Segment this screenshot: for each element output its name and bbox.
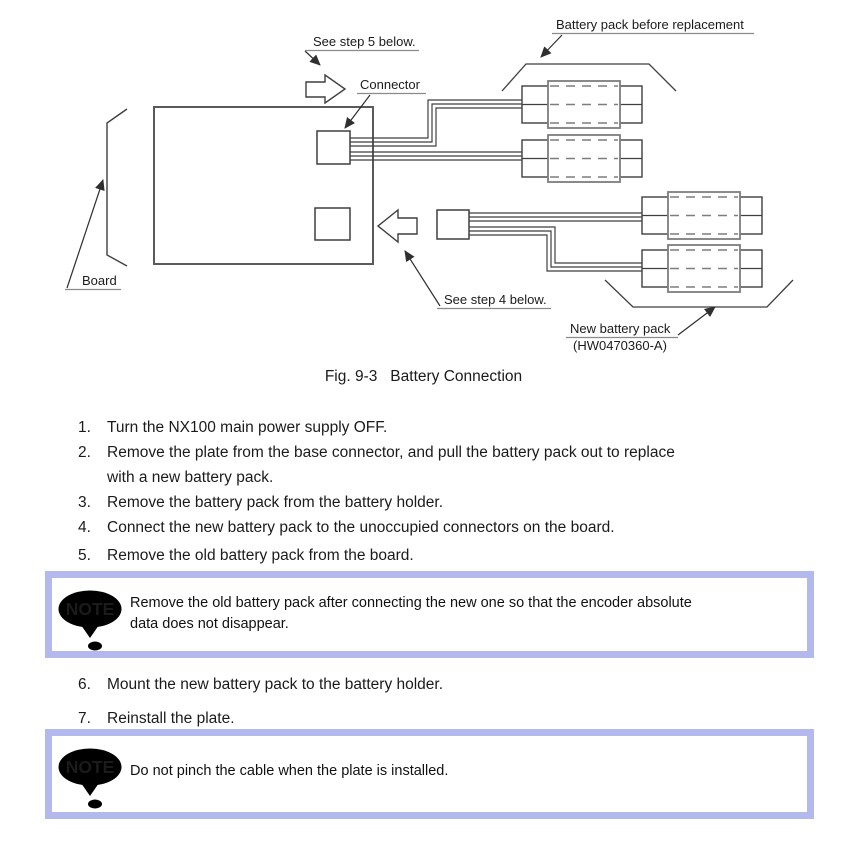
step-text (107, 706, 817, 731)
step-line: Turn the NX100 main power supply OFF. (107, 419, 388, 436)
step-number: 7. (78, 710, 91, 727)
step-text (107, 415, 817, 440)
figure-caption: Fig. 9-3 Battery Connection (324, 368, 523, 385)
label-see-step5: See step 5 below. (313, 34, 416, 49)
step-number: 6. (78, 676, 91, 693)
note-line: Remove the old battery pack after connecting the new one so that the encoder absolute (130, 595, 692, 611)
step-number: 4. (78, 519, 91, 536)
step-text (107, 672, 817, 697)
note-box-encoder (45, 571, 814, 658)
step-line: Remove the plate from the base connector, and pull the battery pack out to replace (107, 444, 675, 461)
block-arrow-right-icon (306, 75, 345, 103)
block-arrow-left-icon (378, 210, 417, 242)
label-connector: Connector (360, 77, 420, 92)
board-bracket (107, 109, 127, 266)
step-number: 1. (78, 419, 91, 436)
note-box-cable (45, 729, 814, 819)
step-line: with a new battery pack. (107, 469, 274, 486)
battery-pack-old-2 (522, 135, 642, 182)
label-new-battery: New battery pack (570, 321, 671, 336)
battery-connection-diagram (0, 0, 847, 362)
note-line: Do not pinch the cable when the plate is installed. (130, 763, 449, 779)
battery-pack-old-1 (522, 81, 642, 128)
board-connector-top (317, 131, 350, 164)
wires-old-pack (350, 100, 522, 160)
step-number: 3. (78, 494, 91, 511)
step-line: Mount the new battery pack to the battery holder. (107, 676, 444, 693)
new-pack-connector (437, 210, 469, 239)
note-bubble-icon (58, 590, 128, 654)
note-line: data does not disappear. (130, 616, 289, 632)
note-text (130, 761, 448, 782)
step-line: Remove the battery pack from the battery holder. (107, 494, 444, 511)
step-number: 5. (78, 547, 91, 564)
step-text (107, 515, 817, 540)
label-new-battery-part-number: (HW0470360-A) (573, 338, 667, 353)
step-line: Reinstall the plate. (107, 710, 235, 727)
step-line: Connect the new battery pack to the unoccupied connectors on the board. (107, 519, 615, 536)
step-text (107, 490, 817, 515)
label-board: Board (82, 273, 117, 288)
note-icon-label: NOTE (65, 599, 115, 619)
note-icon-label: NOTE (65, 757, 115, 777)
battery-pack-new-2 (642, 245, 762, 292)
step-text (107, 543, 817, 568)
board-connector-bottom (315, 208, 350, 240)
battery-pack-new-1 (642, 192, 762, 239)
label-battery-before: Battery pack before replacement (556, 17, 744, 32)
note-bubble-icon (58, 748, 128, 812)
label-see-step4: See step 4 below. (444, 292, 547, 307)
step-line: Remove the old battery pack from the board. (107, 547, 414, 564)
step-number: 2. (78, 444, 91, 461)
note-text (130, 593, 692, 635)
step-text (107, 440, 817, 490)
wires-new-pack (469, 213, 642, 271)
